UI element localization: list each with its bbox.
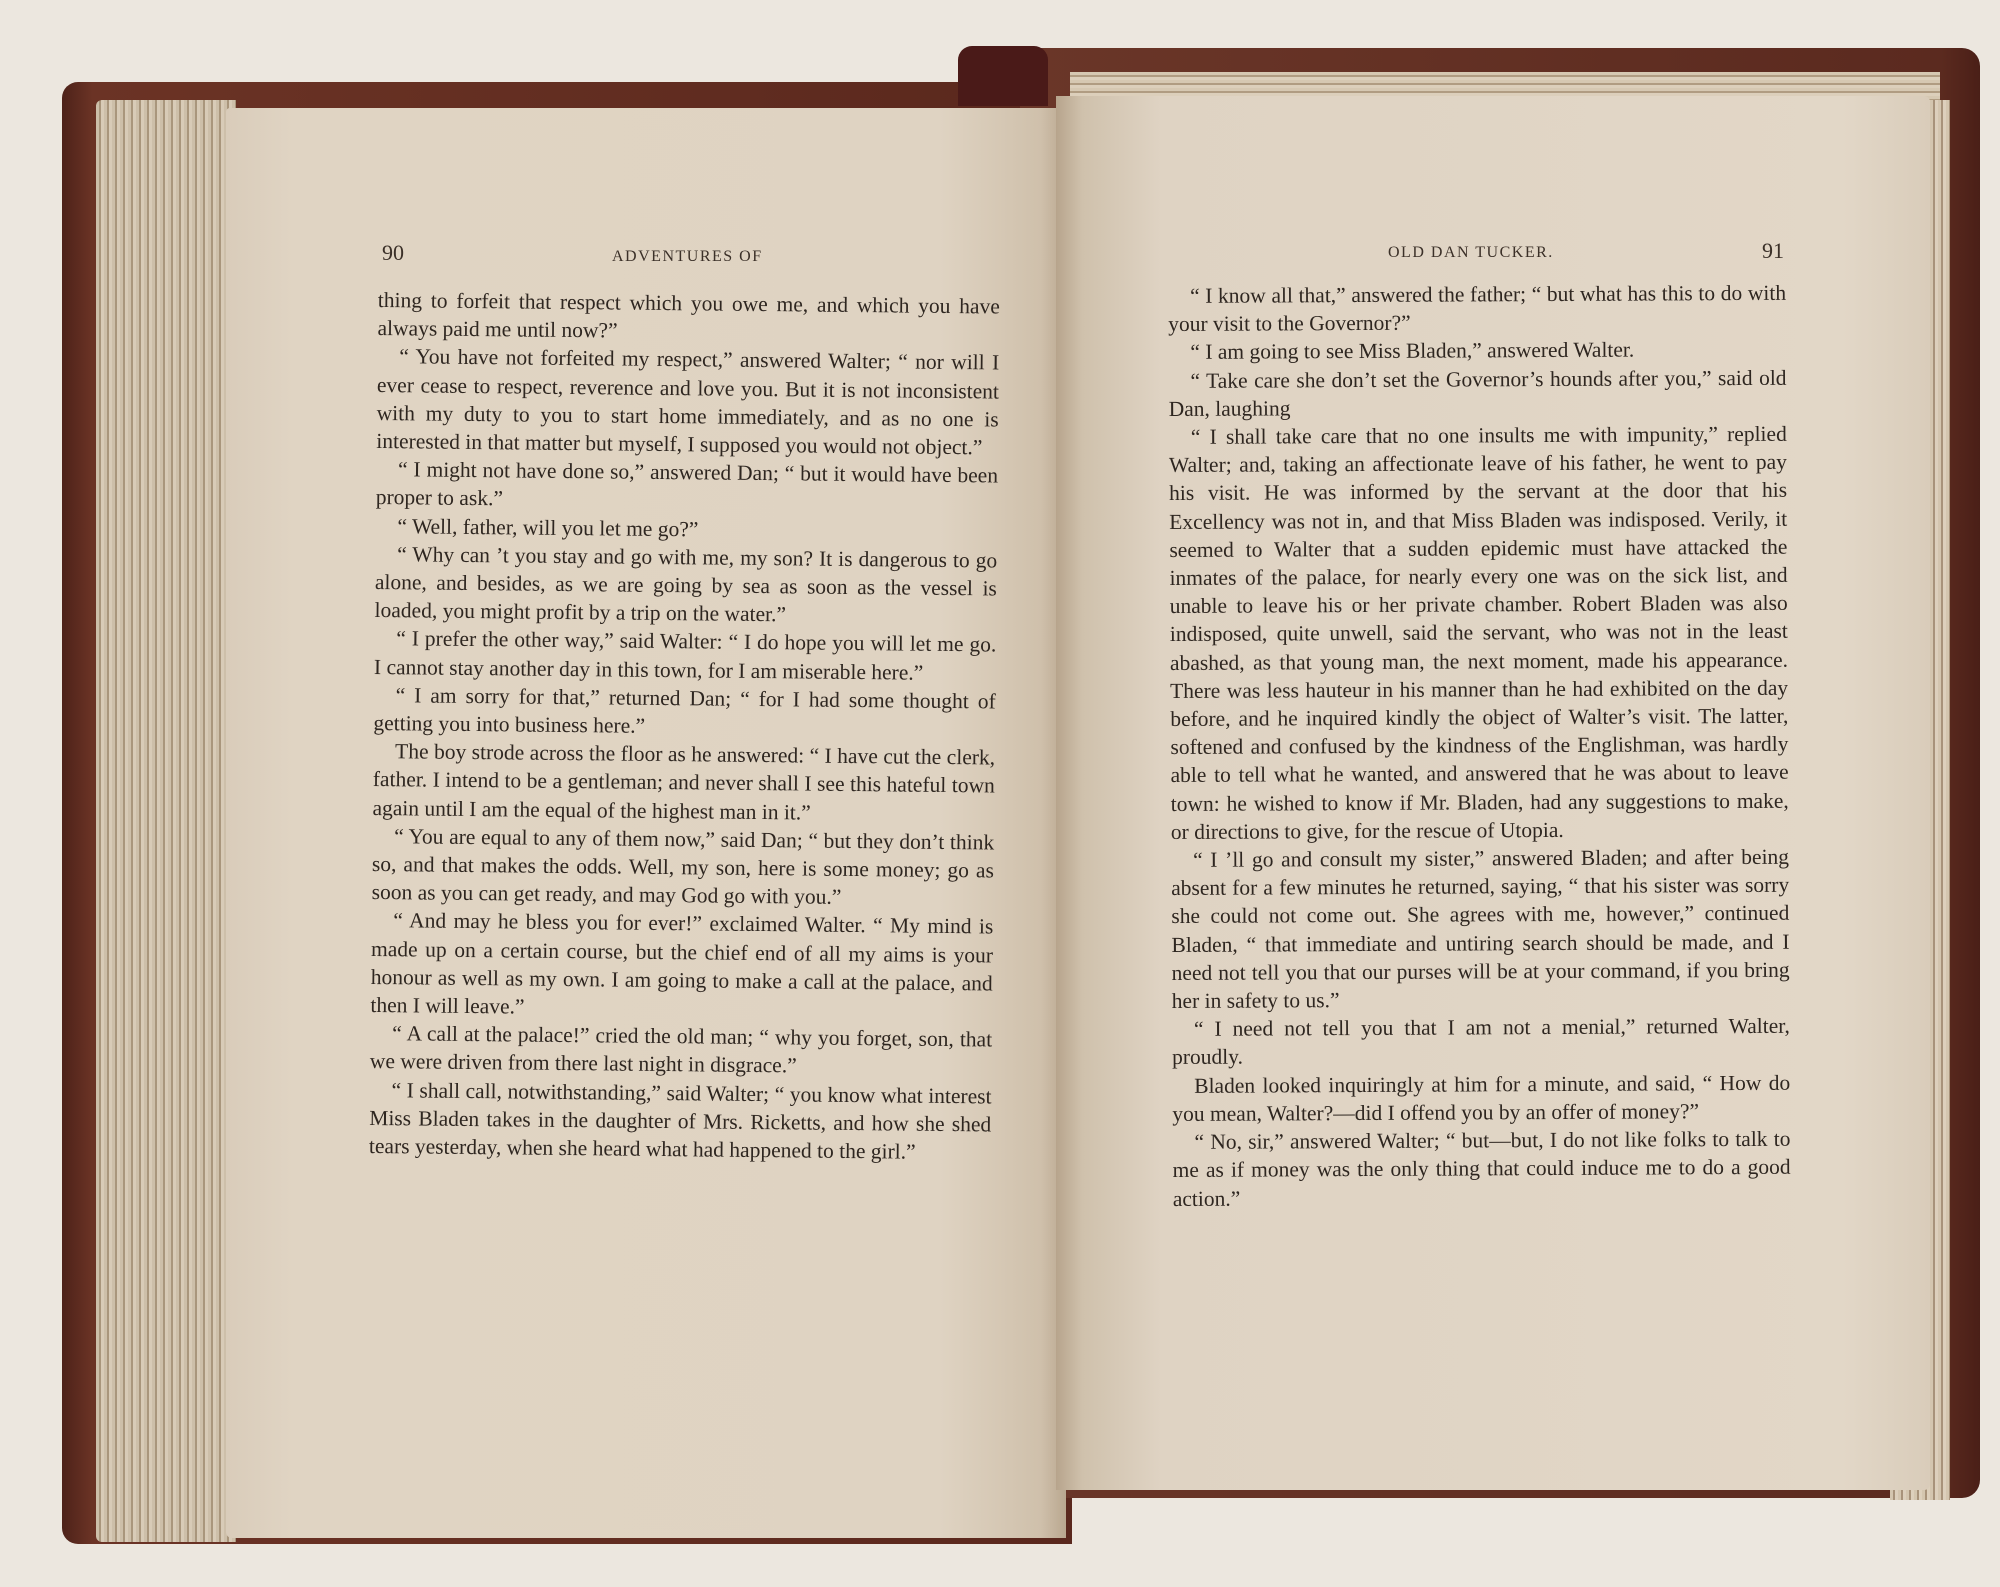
page-edges-left	[96, 100, 236, 1542]
paragraph: thing to forfeit that respect which you owe me, and which you have always paid me until now?”	[377, 287, 1000, 343]
paragraph: “ A call at the palace!” cried the old man; “ why you forget, son, that we were driven from there last night in disgrace.”	[369, 1021, 993, 1078]
left-running-head: ADVENTURES OF	[612, 248, 763, 265]
paragraph: “ I am going to see Miss Bladen,” answered Walter.	[1190, 337, 1635, 365]
paragraph: The boy strode across the floor as he answered: “ I have cut the clerk, father. I intend to be a gentleman; and never shall I see this hateful town again until I am the equal of the highest man in it.”	[372, 739, 996, 825]
paragraph: “ You have not forfeited my respect,” answered Walter; “ nor will I ever cease to respect, reverence and love you. But it is not inconsistent with my duty to you to start home immediately, and as no one is interested in that matter but myself, I supposed you would not object.”	[376, 344, 1000, 460]
paragraph: “ I need not tell you that I am not a menial,” returned Walter, proudly.	[1171, 1014, 1790, 1070]
paragraph: “ And may he bless you for ever!” exclaimed Walter. “ My mind is made up on a certain course, but the chief end of all my aims is your honour as well as my own. I am going to make a call at the palace, and then I will leave.”	[370, 908, 994, 1019]
right-page-text	[1168, 279, 1791, 1213]
paragraph: Bladen looked inquiringly at him for a minute, and said, “ How do you mean, Walter?—did I offend you by an offer of money?”	[1172, 1070, 1791, 1126]
left-page-number: 90	[382, 240, 404, 265]
paragraph: “ I shall call, notwithstanding,” said Walter; “ you know what interest Miss Bladen takes in the daughter of Mrs. Ricketts, and how she shed tears yesterday, when she heard what had happened to the girl.”	[368, 1077, 992, 1164]
right-running-head: OLD DAN TUCKER.	[1388, 244, 1554, 261]
left-page-text	[369, 286, 1000, 1167]
paragraph: “ You are equal to any of them now,” said Dan; “ but they don’t think so, and that makes the odds. Well, my son, here is some money; go as soon as you can get ready, and may God go with you.”	[371, 824, 995, 910]
paragraph: “ I am sorry for that,” returned Dan; “ for I had some thought of getting you into business here.”	[373, 683, 996, 738]
paragraph: “ I ’ll go and consult my sister,” answered Bladen; and after being absent for a few minutes he returned, saying, “ that his sister was sorry she could not come out. She agrees with me, however,” continued Bladen, “ that immediate and untiring search should be made, and I need not tell you that our purses will be at your command, if you bring her in safety to us.”	[1171, 844, 1790, 1014]
paragraph: “ I might not have done so,” answered Dan; “ but it would have been proper to ask.”	[375, 457, 999, 511]
paragraph: “ I prefer the other way,” said Walter: “ I do hope you will let me go. I cannot stay another day in this town, for I am miserable here.”	[373, 626, 997, 685]
paragraph: “ Take care she don’t set the Governor’s hounds after you,” said old Dan, laughing	[1168, 365, 1787, 421]
paragraph: “ Why can ’t you stay and go with me, my son? It is dangerous to go alone, and besides, as we are going by sea as soon as the vessel is loaded, you might profit by a trip on the water.”	[374, 542, 998, 627]
book-spine	[958, 46, 1048, 106]
paragraph: “ No, sir,” answered Walter; “ but—but, I do not like folks to talk to me as if money was the only thing that could induce me to do a good action.”	[1172, 1126, 1791, 1211]
paragraph: “ I shall take care that no one insults me with impunity,” replied Walter; and, taking an affectionate leave of his father, he went to pay his visit. He was informed by the servant at the door that his Excellency was not in, and that Miss Bladen was indisposed. Verily, it seemed to Walter that a sudden epidemic must have attacked the inmates of the palace, for nearly every one was on the sick list, and unable to leave his or her private chamber. Robert Bladen was also indisposed, quite unwell, said the servant, who was not in the least abashed, as that young man, the next moment, made his appearance. There was less hauteur in his manner than he had exhibited on the day before, and he inquired kindly the object of Walter’s visit. The latter, softened and confused by the kindness of the Englishman, was hardly able to tell what he wanted, and answered that he was about to leave town: he wished to know if Mr. Bladen, had any suggestions to make, or directions to give, for the rescue of Utopia.	[1168, 421, 1789, 844]
right-page-number: 91	[1762, 238, 1784, 263]
paragraph: “ Well, father, will you let me go?”	[397, 513, 699, 541]
paragraph: “ I know all that,” answered the father; “ but what has this to do with your visit to the Governor?”	[1168, 280, 1787, 337]
